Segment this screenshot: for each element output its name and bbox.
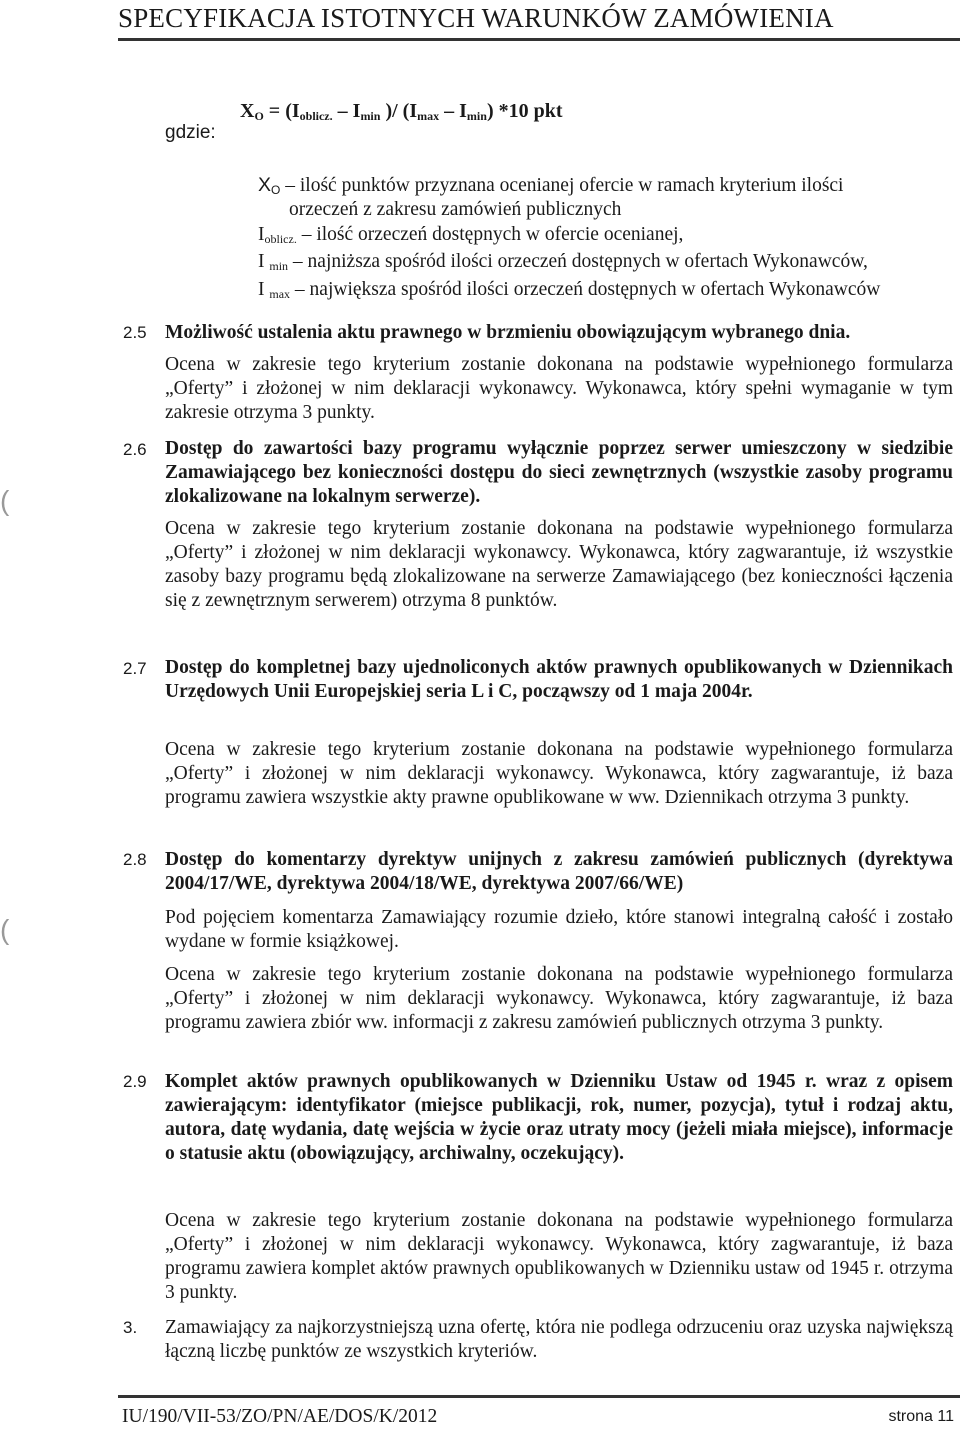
section-number-2-9: 2.9: [123, 1072, 147, 1091]
section-number-2-5: 2.5: [123, 323, 147, 342]
legend-line-imax: I $_{max}$ – największa spośród ilości orzeczeń dostępnych w ofertach Wykonawców: [258, 279, 881, 301]
gdzie-label: gdzie:: [165, 122, 216, 143]
legend-line-ioblicz: $I_{oblicz.}$ – ilość orzeczeń dostępnych w ofercie ocenianej,: [258, 224, 684, 246]
section-number-2-6: 2.6: [123, 440, 147, 459]
section-2-7-title: Dostęp do kompletnej bazy ujednoliconych aktów prawnych opublikowanych w Dziennikach Urzędowych Unii Europejskiej seria L i C, począwszy od 1 maja 2004r.: [165, 657, 953, 702]
margin-bracket-mark: (: [0, 914, 10, 945]
section-2-5-text: Ocena w zakresie tego kryterium zostanie dokonana na podstawie wypełnionego formularza „Oferty” i złożonej w nim deklaracji wykonawcy. Wykonawca, który spełni wymaganie w tym zakresie otrzyma 3 punkty.: [165, 354, 953, 423]
section-2-8-text: Ocena w zakresie tego kryterium zostanie dokonana na podstawie wypełnionego formularza „Oferty” i złożonej w nim deklaracji wykonawcy. Wykonawca, który zagwarantuje, iż baza programu zawiera zbiór ww. informacji z zakresu zamówień publicznych otrzyma 3 punkty.: [165, 964, 953, 1033]
margin-bracket-mark: (: [0, 485, 10, 516]
section-2-8-text-definition: Pod pojęciem komentarza Zamawiający rozumie dzieło, które stanowi integralną całość i zostało wydane w formie książkowej.: [165, 907, 953, 952]
section-2-7-text: Ocena w zakresie tego kryterium zostanie dokonana na podstawie wypełnionego formularza „Oferty” i złożonej w nim deklaracji wykonawcy. Wykonawca, który zagwarantuje, iż baza programu zawiera wszystkie akty prawne opublikowane w ww. Dziennikach otrzyma 3 punkty.: [165, 739, 953, 808]
section-2-9-title: Komplet aktów prawnych opublikowanych w Dzienniku Ustaw od 1945 r. wraz z opisem zawierającym: identyfikator (miejsce publikacji, rok, numer, pozycja), tytuł i rodzaj aktu, autora, datę wydania, datę wejścia w życie oraz utraty mocy (jeżeli miała miejsce), informacje o statusie aktu (obowiązujący, archiwalny, oczekujący).: [165, 1071, 953, 1164]
section-2-8-title: Dostęp do komentarzy dyrektyw unijnych z zakresu zamówień publicznych (dyrektywa 2004/17/WE, dyrektywa 2004/18/WE, dyrektywa 2007/66/WE): [165, 849, 953, 894]
section-number-2-8: 2.8: [123, 850, 147, 869]
page-number: strona 11: [888, 1408, 954, 1425]
legend-line-xo-cont: orzeczeń z zakresu zamówień publicznych: [289, 199, 622, 220]
section-2-9-text: Ocena w zakresie tego kryterium zostanie dokonana na podstawie wypełnionego formularza „Oferty” i złożonej w nim deklaracji wykonawcy. Wykonawca, który zagwarantuje, iż baza programu zawiera komplet aktów prawnych opublikowanych w Dzienniku ustaw od 1945 r. otrzyma 3 punkty.: [165, 1210, 953, 1303]
section-number-2-7: 2.7: [123, 659, 147, 678]
footer-divider: [118, 1395, 960, 1398]
section-3-text: Zamawiający za najkorzystniejszą uzna ofertę, która nie podlega odrzuceniu oraz uzyska największą łączną liczbę punktów ze wszystkich kryteriów.: [165, 1317, 953, 1362]
legend-line-xo: $X_O$ – ilość punktów przyznana ocenianej ofercie w ramach kryterium ilości: [258, 174, 844, 197]
document-reference: IU/190/VII-53/ZO/PN/AE/DOS/K/2012: [122, 1406, 438, 1427]
page-header-title: SPECYFIKACJA ISTOTNYCH WARUNKÓW ZAMÓWIENIA: [118, 3, 834, 33]
section-2-6-text: Ocena w zakresie tego kryterium zostanie dokonana na podstawie wypełnionego formularza „Oferty” i złożonej w nim deklaracji wykonawcy. Wykonawca, który zagwarantuje, iż wszystkie zasoby bazy programu będą zlokalizowane na serwerze Zamawiającego (bez konieczności łączenia się z zewnętrznym serwerem) otrzyma 8 punktów.: [165, 518, 953, 611]
header-divider: [118, 38, 960, 41]
legend-line-imin: I $_{min}$ – najniższa spośród ilości orzeczeń dostępnych w ofertach Wykonawców,: [258, 251, 868, 273]
section-number-3: 3.: [123, 1318, 138, 1337]
section-2-5-title: Możliwość ustalenia aktu prawnego w brzmieniu obowiązującym wybranego dnia.: [165, 322, 851, 343]
scoring-formula: $X_O = (I_{oblicz.} - I_{min}$ )/ $(I_{max} - I_{min})$ *10 pkt: [240, 100, 563, 123]
section-2-6-title: Dostęp do zawartości bazy programu wyłącznie poprzez serwer umieszczony w siedzibie Zamawiającego bez konieczności dostępu do sieci zewnętrznych (wszystkie zasoby programu zlokalizowane na lokalnym serwerze).: [165, 438, 953, 507]
